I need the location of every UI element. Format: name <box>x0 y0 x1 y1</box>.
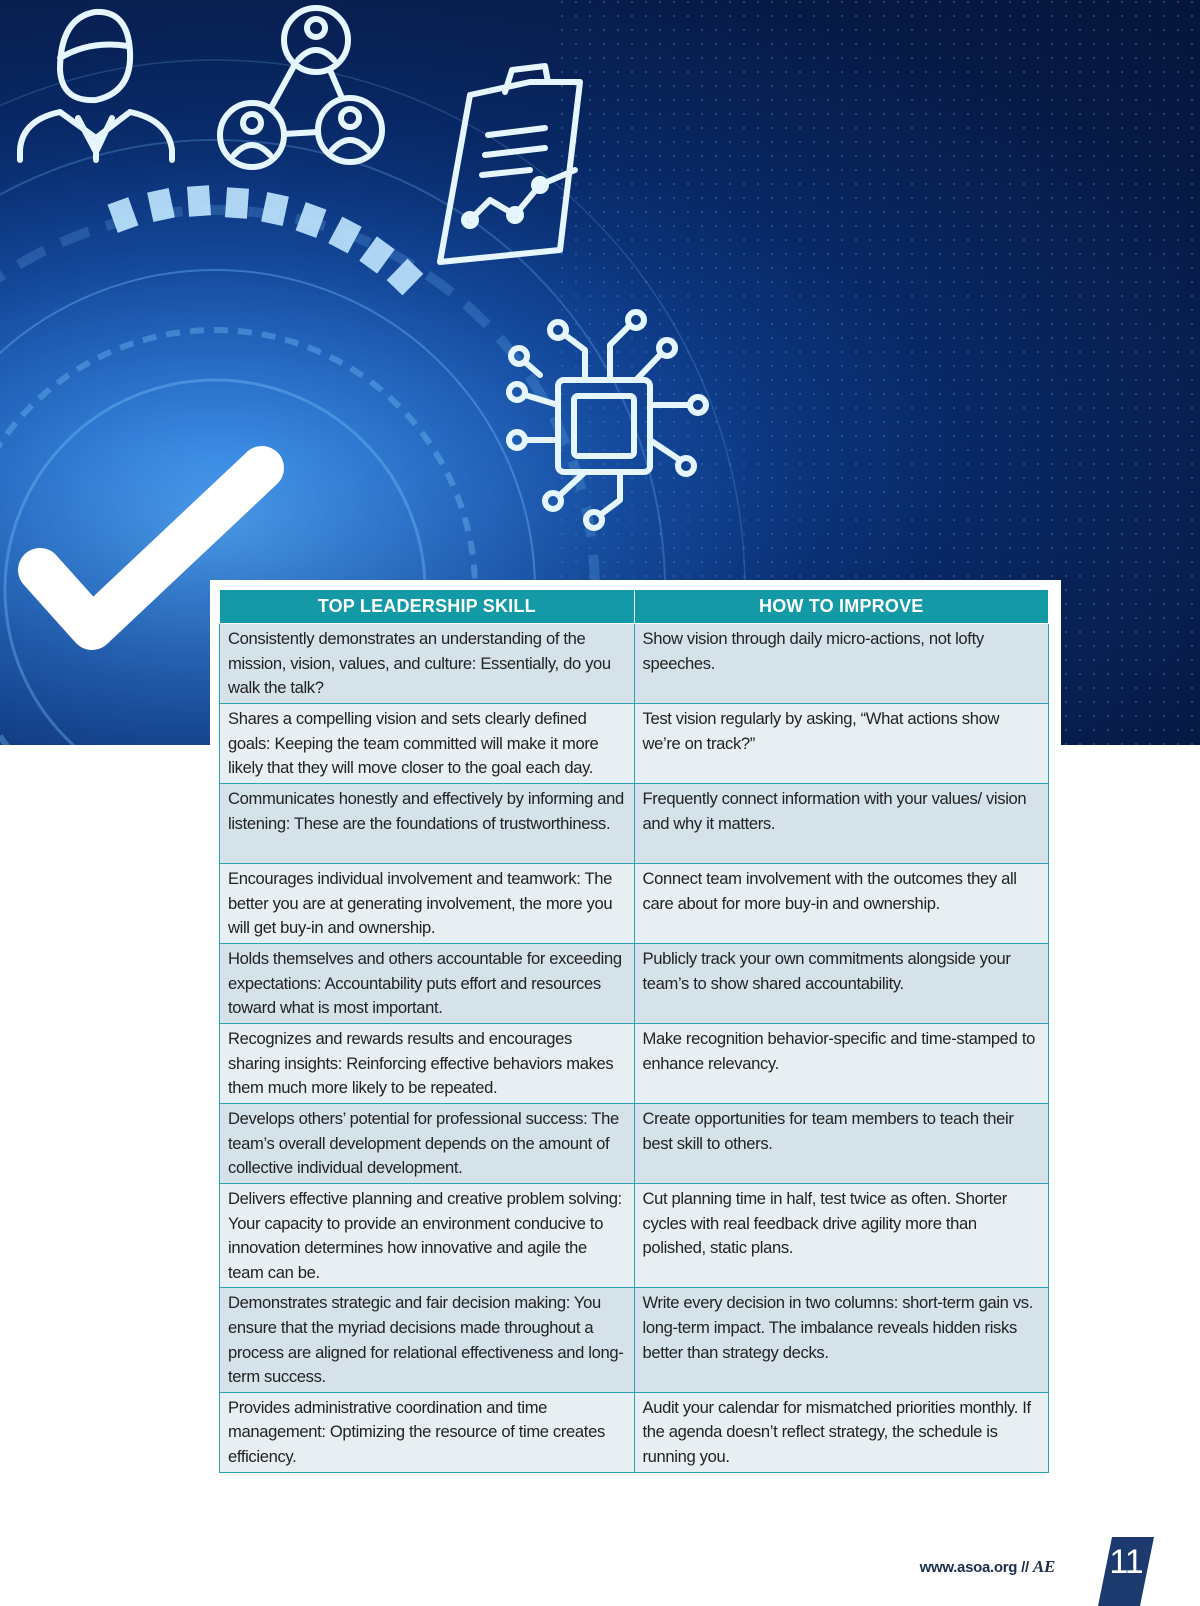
improve-cell: Connect team involvement with the outcomes they all care about for more buy-in and ownership. <box>634 864 1049 944</box>
improve-cell: Publicly track your own commitments alongside your team’s to show shared accountability. <box>634 944 1049 1024</box>
skill-cell: Provides administrative coordination and time management: Optimizing the resource of time creates efficiency. <box>220 1392 635 1472</box>
improve-cell: Show vision through daily micro-actions, not lofty speeches. <box>634 624 1049 704</box>
table-row <box>220 1104 1049 1184</box>
column-header-improve: HOW TO IMPROVE <box>634 590 1049 624</box>
page-number: 11 <box>1109 1543 1143 1581</box>
skill-cell: Demonstrates strategic and fair decision making: You ensure that the myriad decisions made throughout a process are aligned for relational effectiveness and long-term success. <box>220 1288 635 1392</box>
column-header-skill: TOP LEADERSHIP SKILL <box>220 590 635 624</box>
improve-cell: Cut planning time in half, test twice as often. Shorter cycles with real feedback drive agility more than polished, static plans. <box>634 1184 1049 1288</box>
improve-cell: Test vision regularly by asking, “What actions show we’re on track?” <box>634 704 1049 784</box>
improve-cell: Audit your calendar for mismatched priorities monthly. If the agenda doesn’t reflect strategy, the schedule is running you. <box>634 1392 1049 1472</box>
skill-cell: Encourages individual involvement and teamwork: The better you are at generating involvement, the more you will get buy-in and ownership. <box>220 864 635 944</box>
table-row <box>220 1184 1049 1288</box>
leadership-skills-table-container <box>210 580 1061 1473</box>
skill-cell: Delivers effective planning and creative problem solving: Your capacity to provide an environment conducive to innovation determines how innovative and agile the team can be. <box>220 1184 635 1288</box>
page-footer <box>0 1535 1200 1606</box>
table-row <box>220 784 1049 864</box>
table-row <box>220 1392 1049 1472</box>
table-row <box>220 864 1049 944</box>
publication-logo: AE <box>1032 1557 1055 1576</box>
improve-cell: Frequently connect information with your values/ vision and why it matters. <box>634 784 1049 864</box>
skill-cell: Communicates honestly and effectively by informing and listening: These are the foundations of trustworthiness. <box>220 784 635 864</box>
skill-cell: Develops others’ potential for professional success: The team’s overall development depends on the amount of collective individual development. <box>220 1104 635 1184</box>
skill-cell: Recognizes and rewards results and encourages sharing insights: Reinforcing effective behaviors makes them much more likely to be repeated. <box>220 1024 635 1104</box>
improve-cell: Create opportunities for team members to teach their best skill to others. <box>634 1104 1049 1184</box>
website-link[interactable]: www.asoa.org <box>919 1559 1018 1576</box>
leadership-skills-table <box>219 589 1049 1473</box>
table-row <box>220 624 1049 704</box>
table-row <box>220 1288 1049 1392</box>
skill-cell: Shares a compelling vision and sets clearly defined goals: Keeping the team committed will make it more likely that they will move closer to the goal each day. <box>220 704 635 784</box>
table-header-row <box>220 590 1049 624</box>
table-row <box>220 944 1049 1024</box>
table-row <box>220 1024 1049 1104</box>
skill-cell: Consistently demonstrates an understanding of the mission, vision, values, and culture: Essentially, do you walk the talk? <box>220 624 635 704</box>
improve-cell: Make recognition behavior-specific and time-stamped to enhance relevancy. <box>634 1024 1049 1104</box>
footer-separator: // <box>1021 1559 1029 1576</box>
skill-cell: Holds themselves and others accountable for exceeding expectations: Accountability puts effort and resources toward what is most important. <box>220 944 635 1024</box>
footer-credit <box>920 1557 1055 1577</box>
table-row <box>220 704 1049 784</box>
improve-cell: Write every decision in two columns: short-term gain vs. long-term impact. The imbalance reveals hidden risks better than strategy decks. <box>634 1288 1049 1392</box>
